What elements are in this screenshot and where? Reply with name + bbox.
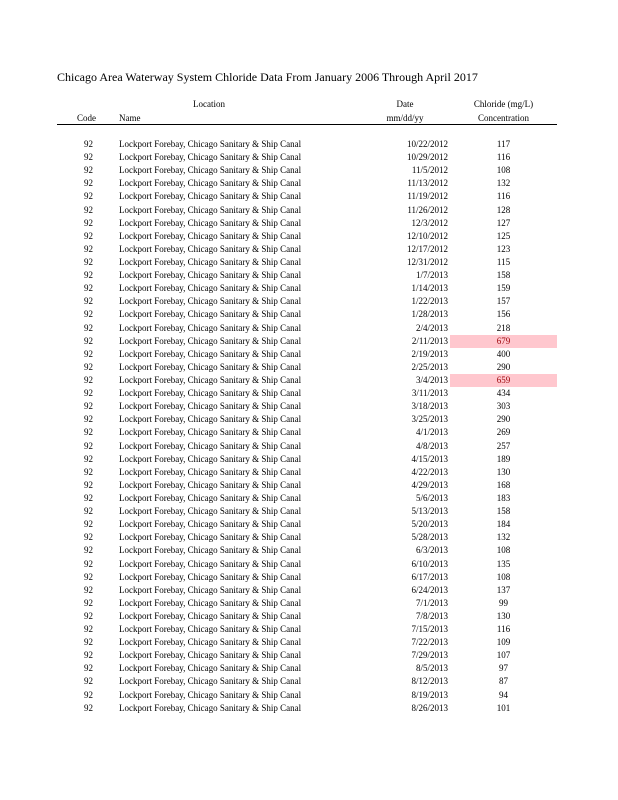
- cell-date: 6/3/2013: [415, 545, 448, 556]
- cell-concentration: 99: [499, 597, 508, 608]
- cell-location-name: Lockport Forebay, Chicago Sanitary & Ship Canal: [119, 479, 302, 490]
- cell-location-name: Lockport Forebay, Chicago Sanitary & Ship Canal: [119, 152, 302, 163]
- cell-date: 11/19/2012: [407, 191, 448, 202]
- cell-concentration: 116: [496, 152, 511, 163]
- cell-date: 12/17/2012: [406, 243, 448, 254]
- cell-date: 10/29/2012: [406, 152, 448, 163]
- table-row: [0, 689, 618, 702]
- cell-date: 4/1/2013: [415, 427, 448, 438]
- cell-date: 12/10/2012: [406, 230, 448, 241]
- cell-code: 92: [84, 361, 93, 372]
- cell-code: 92: [84, 519, 93, 530]
- table-row: [0, 230, 618, 243]
- cell-location-name: Lockport Forebay, Chicago Sanitary & Ship Canal: [119, 335, 302, 346]
- cell-code: 92: [84, 191, 93, 202]
- cell-date: 6/17/2013: [411, 571, 448, 582]
- cell-location-name: Lockport Forebay, Chicago Sanitary & Ship Canal: [119, 650, 302, 661]
- cell-location-name: Lockport Forebay, Chicago Sanitary & Ship Canal: [119, 492, 302, 503]
- cell-location-name: Lockport Forebay, Chicago Sanitary & Ship Canal: [119, 230, 302, 241]
- cell-concentration: 116: [496, 191, 511, 202]
- table-row: [0, 217, 618, 230]
- cell-location-name: Lockport Forebay, Chicago Sanitary & Ship Canal: [119, 610, 302, 621]
- cell-code: 92: [84, 571, 93, 582]
- name-header: Name: [119, 113, 141, 123]
- cell-location-name: Lockport Forebay, Chicago Sanitary & Ship Canal: [119, 689, 302, 700]
- cell-location-name: Lockport Forebay, Chicago Sanitary & Ship Canal: [119, 702, 302, 713]
- cell-concentration: 87: [499, 676, 508, 687]
- cell-location-name: Lockport Forebay, Chicago Sanitary & Ship Canal: [119, 532, 302, 543]
- cell-date: 5/20/2013: [411, 519, 448, 530]
- cell-code: 92: [84, 309, 93, 320]
- table-row: [0, 453, 618, 466]
- table-row: [0, 558, 618, 571]
- cell-concentration: 168: [496, 479, 511, 490]
- table-row: [0, 426, 618, 439]
- cell-date: 1/7/2013: [415, 270, 448, 281]
- table-row: [0, 505, 618, 518]
- cell-location-name: Lockport Forebay, Chicago Sanitary & Ship Canal: [119, 545, 302, 556]
- cell-code: 92: [84, 506, 93, 517]
- cell-concentration: 189: [496, 453, 511, 464]
- cell-concentration: 269: [496, 427, 511, 438]
- table-row: [0, 531, 618, 544]
- cell-location-name: Lockport Forebay, Chicago Sanitary & Ship Canal: [119, 243, 302, 254]
- cell-code: 92: [84, 230, 93, 241]
- cell-date: 1/14/2013: [411, 283, 448, 294]
- cell-date: 2/4/2013: [415, 322, 448, 333]
- cell-code: 92: [84, 492, 93, 503]
- table-row: [0, 662, 618, 675]
- cell-location-name: Lockport Forebay, Chicago Sanitary & Ship Canal: [119, 427, 302, 438]
- cell-concentration: 107: [496, 650, 511, 661]
- cell-date: 1/22/2013: [411, 296, 448, 307]
- cell-location-name: Lockport Forebay, Chicago Sanitary & Ship Canal: [119, 296, 302, 307]
- cell-concentration: 434: [496, 388, 511, 399]
- cell-concentration: 130: [496, 610, 511, 621]
- cell-concentration: 659: [450, 374, 557, 387]
- table-row: [0, 387, 618, 400]
- table-row: [0, 256, 618, 269]
- table-row: [0, 361, 618, 374]
- cell-location-name: Lockport Forebay, Chicago Sanitary & Ship Canal: [119, 191, 302, 202]
- cell-concentration: 123: [496, 243, 511, 254]
- cell-date: 3/25/2013: [411, 414, 448, 425]
- cell-code: 92: [84, 545, 93, 556]
- cell-date: 5/13/2013: [411, 506, 448, 517]
- table-row: [0, 190, 618, 203]
- cell-date: 2/25/2013: [411, 361, 448, 372]
- cell-concentration: 679: [450, 335, 557, 348]
- cell-code: 92: [84, 401, 93, 412]
- table-row: [0, 479, 618, 492]
- cell-code: 92: [84, 335, 93, 346]
- cell-concentration: 94: [499, 689, 508, 700]
- cell-location-name: Lockport Forebay, Chicago Sanitary & Ship Canal: [119, 322, 302, 333]
- cell-location-name: Lockport Forebay, Chicago Sanitary & Ship Canal: [119, 401, 302, 412]
- cell-code: 92: [84, 702, 93, 713]
- cell-location-name: Lockport Forebay, Chicago Sanitary & Ship Canal: [119, 506, 302, 517]
- cell-code: 92: [84, 637, 93, 648]
- table-row: [0, 164, 618, 177]
- table-row: [0, 623, 618, 636]
- cell-code: 92: [84, 414, 93, 425]
- table-row: [0, 675, 618, 688]
- cell-concentration: 127: [496, 217, 511, 228]
- cell-code: 92: [84, 152, 93, 163]
- table-row: [0, 492, 618, 505]
- cell-date: 8/12/2013: [411, 676, 448, 687]
- cell-code: 92: [84, 440, 93, 451]
- table-row: [0, 649, 618, 662]
- cell-code: 92: [84, 388, 93, 399]
- cell-date: 8/26/2013: [411, 702, 448, 713]
- cell-location-name: Lockport Forebay, Chicago Sanitary & Ship Canal: [119, 217, 302, 228]
- cell-date: 7/8/2013: [415, 610, 448, 621]
- table-row: [0, 308, 618, 321]
- cell-date: 4/22/2013: [411, 466, 448, 477]
- header-rule: [57, 124, 557, 125]
- cell-concentration: 158: [496, 270, 511, 281]
- cell-concentration: 108: [496, 545, 511, 556]
- cell-code: 92: [84, 178, 93, 189]
- cell-date: 2/11/2013: [411, 335, 448, 346]
- cell-date: 7/22/2013: [411, 637, 448, 648]
- cell-concentration: 257: [496, 440, 511, 451]
- concentration-header: Concentration: [478, 113, 529, 123]
- cell-code: 92: [84, 204, 93, 215]
- table-row: [0, 702, 618, 715]
- cell-code: 92: [84, 427, 93, 438]
- cell-concentration: 117: [496, 139, 511, 149]
- table-row: [0, 584, 618, 597]
- cell-code: 92: [84, 139, 93, 149]
- cell-date: 4/29/2013: [411, 479, 448, 490]
- cell-location-name: Lockport Forebay, Chicago Sanitary & Ship Canal: [119, 139, 302, 149]
- cell-concentration: 108: [496, 165, 511, 176]
- table-row: [0, 571, 618, 584]
- cell-date: 3/18/2013: [411, 401, 448, 412]
- table-row: [0, 204, 618, 217]
- cell-concentration: 159: [496, 283, 511, 294]
- cell-code: 92: [84, 165, 93, 176]
- cell-concentration: 184: [496, 519, 511, 530]
- cell-code: 92: [84, 270, 93, 281]
- cell-code: 92: [84, 243, 93, 254]
- table-row: [0, 151, 618, 164]
- cell-location-name: Lockport Forebay, Chicago Sanitary & Ship Canal: [119, 597, 302, 608]
- cell-date: 11/26/2012: [407, 204, 448, 215]
- cell-location-name: Lockport Forebay, Chicago Sanitary & Ship Canal: [119, 453, 302, 464]
- table-row: [0, 282, 618, 295]
- cell-code: 92: [84, 466, 93, 477]
- cell-code: 92: [84, 217, 93, 228]
- cell-location-name: Lockport Forebay, Chicago Sanitary & Ship Canal: [119, 440, 302, 451]
- cell-concentration: 108: [496, 571, 511, 582]
- cell-date: 5/6/2013: [415, 492, 448, 503]
- cell-concentration: 218: [496, 322, 511, 333]
- cell-code: 92: [84, 374, 93, 385]
- cell-location-name: Lockport Forebay, Chicago Sanitary & Ship Canal: [119, 309, 302, 320]
- cell-concentration: 128: [496, 204, 511, 215]
- table-row: [0, 466, 618, 479]
- chloride-header: Chloride (mg/L): [473, 99, 534, 109]
- data-table-body: [0, 138, 618, 715]
- cell-location-name: Lockport Forebay, Chicago Sanitary & Ship Canal: [119, 256, 302, 267]
- cell-code: 92: [84, 624, 93, 635]
- cell-concentration: 183: [496, 492, 511, 503]
- cell-code: 92: [84, 348, 93, 359]
- cell-concentration: 135: [496, 558, 511, 569]
- cell-concentration: 116: [496, 624, 511, 635]
- cell-date: 7/1/2013: [415, 597, 448, 608]
- cell-location-name: Lockport Forebay, Chicago Sanitary & Ship Canal: [119, 663, 302, 674]
- cell-date: 8/5/2013: [415, 663, 448, 674]
- cell-location-name: Lockport Forebay, Chicago Sanitary & Ship Canal: [119, 624, 302, 635]
- cell-date: 12/31/2012: [406, 256, 448, 267]
- cell-date: 5/28/2013: [411, 532, 448, 543]
- cell-date: 7/15/2013: [411, 624, 448, 635]
- cell-code: 92: [84, 256, 93, 267]
- cell-code: 92: [84, 597, 93, 608]
- cell-location-name: Lockport Forebay, Chicago Sanitary & Ship Canal: [119, 676, 302, 687]
- table-row: [0, 610, 618, 623]
- cell-concentration: 157: [496, 296, 511, 307]
- table-row: [0, 177, 618, 190]
- table-row: [0, 400, 618, 413]
- cell-location-name: Lockport Forebay, Chicago Sanitary & Ship Canal: [119, 270, 302, 281]
- date-format-header: mm/dd/yy: [386, 113, 424, 123]
- cell-concentration: 101: [496, 702, 511, 713]
- cell-code: 92: [84, 610, 93, 621]
- cell-concentration: 158: [496, 506, 511, 517]
- cell-location-name: Lockport Forebay, Chicago Sanitary & Ship Canal: [119, 348, 302, 359]
- table-row: [0, 518, 618, 531]
- table-row: [0, 322, 618, 335]
- cell-location-name: Lockport Forebay, Chicago Sanitary & Ship Canal: [119, 178, 302, 189]
- location-header: Location: [193, 99, 225, 109]
- cell-location-name: Lockport Forebay, Chicago Sanitary & Ship Canal: [119, 283, 302, 294]
- table-row: [0, 636, 618, 649]
- cell-date: 4/15/2013: [411, 453, 448, 464]
- code-header: Code: [77, 113, 96, 123]
- cell-location-name: Lockport Forebay, Chicago Sanitary & Ship Canal: [119, 519, 302, 530]
- cell-date: 1/28/2013: [411, 309, 448, 320]
- table-row: [0, 269, 618, 282]
- cell-location-name: Lockport Forebay, Chicago Sanitary & Ship Canal: [119, 414, 302, 425]
- cell-code: 92: [84, 283, 93, 294]
- cell-code: 92: [84, 689, 93, 700]
- table-row: [0, 348, 618, 361]
- table-row: [0, 295, 618, 308]
- cell-concentration: 290: [496, 414, 511, 425]
- cell-date: 12/3/2012: [411, 217, 448, 228]
- cell-date: 8/19/2013: [411, 689, 448, 700]
- cell-concentration: 109: [496, 637, 511, 648]
- cell-concentration: 137: [496, 584, 511, 595]
- cell-concentration: 303: [496, 401, 511, 412]
- cell-code: 92: [84, 453, 93, 464]
- cell-concentration: 125: [496, 230, 511, 241]
- cell-location-name: Lockport Forebay, Chicago Sanitary & Ship Canal: [119, 388, 302, 399]
- table-row: [0, 440, 618, 453]
- cell-code: 92: [84, 322, 93, 333]
- cell-location-name: Lockport Forebay, Chicago Sanitary & Ship Canal: [119, 637, 302, 648]
- cell-code: 92: [84, 296, 93, 307]
- cell-concentration: 132: [496, 532, 511, 543]
- cell-date: 11/5/2012: [411, 165, 448, 176]
- table-row: [0, 413, 618, 426]
- cell-date: 10/22/2012: [406, 139, 448, 149]
- table-row: [0, 597, 618, 610]
- cell-concentration: 132: [496, 178, 511, 189]
- table-row: [0, 335, 618, 348]
- cell-code: 92: [84, 676, 93, 687]
- cell-date: 3/4/2013: [415, 374, 448, 385]
- table-row: [0, 544, 618, 557]
- cell-location-name: Lockport Forebay, Chicago Sanitary & Ship Canal: [119, 361, 302, 372]
- table-row: [0, 243, 618, 256]
- cell-date: 2/19/2013: [411, 348, 448, 359]
- cell-location-name: Lockport Forebay, Chicago Sanitary & Ship Canal: [119, 558, 302, 569]
- cell-date: 3/11/2013: [411, 388, 448, 399]
- document-title: Chicago Area Waterway System Chloride Data From January 2006 Through April 2017: [57, 70, 478, 84]
- cell-location-name: Lockport Forebay, Chicago Sanitary & Ship Canal: [119, 165, 302, 176]
- cell-concentration: 97: [499, 663, 508, 674]
- cell-location-name: Lockport Forebay, Chicago Sanitary & Ship Canal: [119, 571, 302, 582]
- cell-location-name: Lockport Forebay, Chicago Sanitary & Ship Canal: [119, 584, 302, 595]
- cell-concentration: 130: [496, 466, 511, 477]
- cell-concentration: 115: [496, 256, 511, 267]
- table-row: [0, 138, 618, 151]
- cell-code: 92: [84, 532, 93, 543]
- cell-location-name: Lockport Forebay, Chicago Sanitary & Ship Canal: [119, 466, 302, 477]
- cell-concentration: 290: [496, 361, 511, 372]
- cell-location-name: Lockport Forebay, Chicago Sanitary & Ship Canal: [119, 204, 302, 215]
- cell-location-name: Lockport Forebay, Chicago Sanitary & Ship Canal: [119, 374, 302, 385]
- cell-code: 92: [84, 558, 93, 569]
- cell-date: 6/24/2013: [411, 584, 448, 595]
- cell-code: 92: [84, 479, 93, 490]
- cell-code: 92: [84, 650, 93, 661]
- cell-concentration: 156: [496, 309, 511, 320]
- cell-date: 11/13/2012: [407, 178, 448, 189]
- table-row: [0, 374, 618, 387]
- cell-code: 92: [84, 663, 93, 674]
- date-header: Date: [396, 99, 414, 109]
- cell-code: 92: [84, 584, 93, 595]
- cell-date: 7/29/2013: [411, 650, 448, 661]
- cell-date: 4/8/2013: [415, 440, 448, 451]
- cell-date: 6/10/2013: [411, 558, 448, 569]
- cell-concentration: 400: [496, 348, 511, 359]
